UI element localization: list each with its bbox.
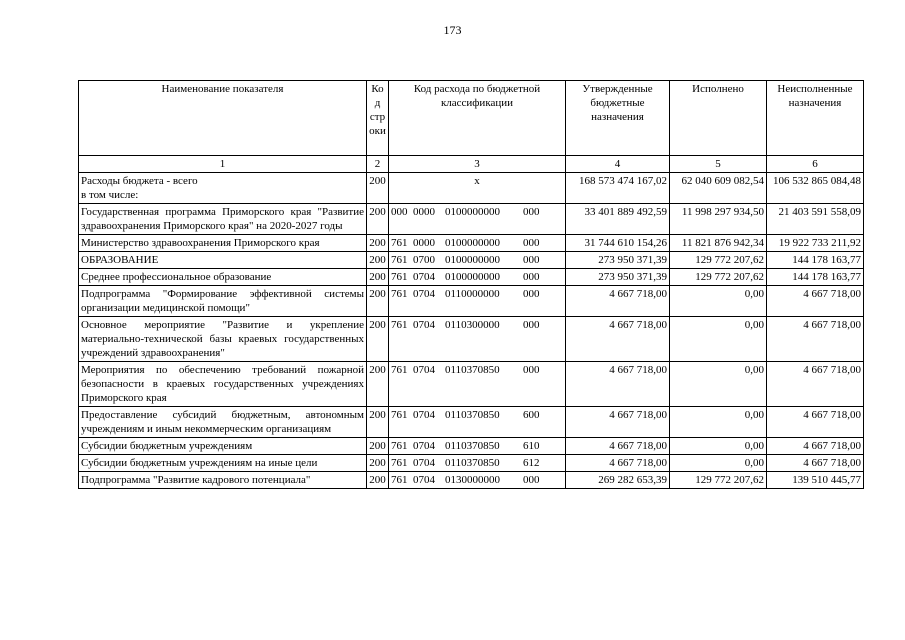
column-number: 3 (389, 156, 566, 173)
code-target: 0100000000 (445, 237, 500, 249)
code-admin: 761 (391, 271, 408, 283)
code-type: 000 (523, 474, 540, 486)
table-row (79, 472, 864, 489)
code-section: 0700 (413, 254, 435, 266)
code-section: 0704 (413, 319, 435, 331)
code-type: 000 (523, 271, 540, 283)
code-target: 0110370850 (445, 457, 500, 469)
code-target: 0100000000 (445, 206, 500, 218)
row-code: 200 (367, 286, 389, 317)
column-number: 1 (79, 156, 367, 173)
approved-amount: 4 667 718,00 (566, 438, 670, 455)
row-code: 200 (367, 362, 389, 407)
executed-amount: 0,00 (670, 286, 767, 317)
row-code: 200 (367, 204, 389, 235)
unexecuted-amount: 4 667 718,00 (767, 438, 864, 455)
row-name: Субсидии бюджетным учреждениям (79, 438, 367, 455)
expense-code (389, 472, 566, 489)
code-admin: 761 (391, 364, 408, 376)
code-type: 000 (523, 319, 540, 331)
executed-amount: 129 772 207,62 (670, 269, 767, 286)
code-target: 0110370850 (445, 409, 500, 421)
code-target: 0100000000 (445, 271, 500, 283)
expense-code (389, 252, 566, 269)
code-type: 000 (523, 364, 540, 376)
row-name: ОБРАЗОВАНИЕ (79, 252, 367, 269)
executed-amount: 0,00 (670, 455, 767, 472)
header-row (79, 81, 864, 156)
expense-code (389, 269, 566, 286)
approved-amount: 273 950 371,39 (566, 252, 670, 269)
table-row (79, 455, 864, 472)
code-section: 0704 (413, 474, 435, 486)
table-row (79, 252, 864, 269)
code-type: 610 (523, 440, 540, 452)
expense-code (389, 362, 566, 407)
row-subtitle: в том числе: (81, 189, 139, 201)
approved-amount: 4 667 718,00 (566, 362, 670, 407)
approved-amount: 33 401 889 492,59 (566, 204, 670, 235)
table-row (79, 438, 864, 455)
code-target: 0110300000 (445, 319, 500, 331)
expense-code (389, 455, 566, 472)
expense-code: x (389, 173, 566, 204)
table-row (79, 317, 864, 362)
table-row (79, 407, 864, 438)
table-row (79, 204, 864, 235)
column-number: 6 (767, 156, 864, 173)
approved-amount: 31 744 610 154,26 (566, 235, 670, 252)
row-code: 200 (367, 438, 389, 455)
executed-amount: 11 998 297 934,50 (670, 204, 767, 235)
unexecuted-amount: 4 667 718,00 (767, 317, 864, 362)
approved-amount: 4 667 718,00 (566, 455, 670, 472)
executed-amount: 62 040 609 082,54 (670, 173, 767, 204)
table-row (79, 269, 864, 286)
table-row (79, 235, 864, 252)
expense-code (389, 204, 566, 235)
row-name: Основное мероприятие "Развитие и укрепление материально-технической базы краевых государственных учреждений здравоохранения" (79, 317, 367, 362)
executed-amount: 11 821 876 942,34 (670, 235, 767, 252)
row-name: Подпрограмма "Формирование эффективной системы организации медицинской помощи" (79, 286, 367, 317)
row-name: Субсидии бюджетным учреждениям на иные цели (79, 455, 367, 472)
approved-amount: 4 667 718,00 (566, 286, 670, 317)
code-type: 000 (523, 254, 540, 266)
code-target: 0110000000 (445, 288, 500, 300)
code-target: 0110370850 (445, 364, 500, 376)
row-code: 200 (367, 317, 389, 362)
unexecuted-amount: 4 667 718,00 (767, 407, 864, 438)
row-name: Министерство здравоохранения Приморского края (79, 235, 367, 252)
approved-amount: 168 573 474 167,02 (566, 173, 670, 204)
row-code: 200 (367, 252, 389, 269)
code-admin: 000 (391, 206, 408, 218)
header-name: Наименование показателя (79, 81, 367, 156)
code-admin: 761 (391, 474, 408, 486)
code-section: 0704 (413, 457, 435, 469)
code-admin: 761 (391, 409, 408, 421)
header-expense-code: Код расхода по бюджетной классификации (389, 81, 566, 156)
executed-amount: 0,00 (670, 438, 767, 455)
row-code: 200 (367, 407, 389, 438)
page-number: 173 (443, 23, 462, 37)
expense-code (389, 235, 566, 252)
executed-amount: 0,00 (670, 407, 767, 438)
code-target: 0130000000 (445, 474, 500, 486)
code-type: 612 (523, 457, 540, 469)
code-section: 0704 (413, 271, 435, 283)
code-type: 600 (523, 409, 540, 421)
code-admin: 761 (391, 457, 408, 469)
row-code: 200 (367, 455, 389, 472)
code-type: 000 (523, 288, 540, 300)
column-number-row (79, 156, 864, 173)
approved-amount: 4 667 718,00 (566, 407, 670, 438)
row-name: Подпрограмма "Развитие кадрового потенциала" (79, 472, 367, 489)
code-admin: 761 (391, 440, 408, 452)
row-name: Среднее профессиональное образование (79, 269, 367, 286)
code-target: 0110370850 (445, 440, 500, 452)
column-number: 4 (566, 156, 670, 173)
code-admin: 761 (391, 237, 408, 249)
expense-code (389, 286, 566, 317)
code-section: 0000 (413, 206, 435, 218)
executed-amount: 0,00 (670, 362, 767, 407)
row-name: Предоставление субсидий бюджетным, автономным учреждениям и иным некоммерческим организациям (79, 407, 367, 438)
unexecuted-amount: 19 922 733 211,92 (767, 235, 864, 252)
code-section: 0704 (413, 364, 435, 376)
row-name: Государственная программа Приморского края "Развитие здравоохранения Приморского края" на 2020-2027 годы (79, 204, 367, 235)
code-type: 000 (523, 237, 540, 249)
header-executed: Исполнено (670, 81, 767, 156)
expense-code (389, 438, 566, 455)
row-name (79, 173, 367, 204)
approved-amount: 273 950 371,39 (566, 269, 670, 286)
approved-amount: 269 282 653,39 (566, 472, 670, 489)
code-target: 0100000000 (445, 254, 500, 266)
unexecuted-amount: 144 178 163,77 (767, 269, 864, 286)
unexecuted-amount: 4 667 718,00 (767, 362, 864, 407)
table-row (79, 362, 864, 407)
unexecuted-amount: 106 532 865 084,48 (767, 173, 864, 204)
unexecuted-amount: 139 510 445,77 (767, 472, 864, 489)
table-row (79, 173, 864, 204)
expense-code (389, 407, 566, 438)
executed-amount: 129 772 207,62 (670, 472, 767, 489)
row-code: 200 (367, 235, 389, 252)
executed-amount: 129 772 207,62 (670, 252, 767, 269)
header-unexecuted: Неисполненные назначения (767, 81, 864, 156)
executed-amount: 0,00 (670, 317, 767, 362)
code-section: 0000 (413, 237, 435, 249)
code-section: 0704 (413, 440, 435, 452)
unexecuted-amount: 144 178 163,77 (767, 252, 864, 269)
row-code: 200 (367, 173, 389, 204)
unexecuted-amount: 4 667 718,00 (767, 455, 864, 472)
code-admin: 761 (391, 319, 408, 331)
unexecuted-amount: 21 403 591 558,09 (767, 204, 864, 235)
code-admin: 761 (391, 288, 408, 300)
table-row (79, 286, 864, 317)
column-number: 5 (670, 156, 767, 173)
code-section: 0704 (413, 288, 435, 300)
column-number: 2 (367, 156, 389, 173)
row-name: Мероприятия по обеспечению требований пожарной безопасности в краевых государственных учреждениях Приморского края (79, 362, 367, 407)
row-code: 200 (367, 472, 389, 489)
code-admin: 761 (391, 254, 408, 266)
header-approved: Утвержденные бюджетные назначения (566, 81, 670, 156)
expense-code (389, 317, 566, 362)
approved-amount: 4 667 718,00 (566, 317, 670, 362)
row-name-text: Расходы бюджета - всего (81, 175, 198, 187)
row-code: 200 (367, 269, 389, 286)
unexecuted-amount: 4 667 718,00 (767, 286, 864, 317)
code-section: 0704 (413, 409, 435, 421)
header-row-code: Ко д стр оки (367, 81, 389, 156)
budget-expenses-table (78, 80, 864, 489)
code-type: 000 (523, 206, 540, 218)
